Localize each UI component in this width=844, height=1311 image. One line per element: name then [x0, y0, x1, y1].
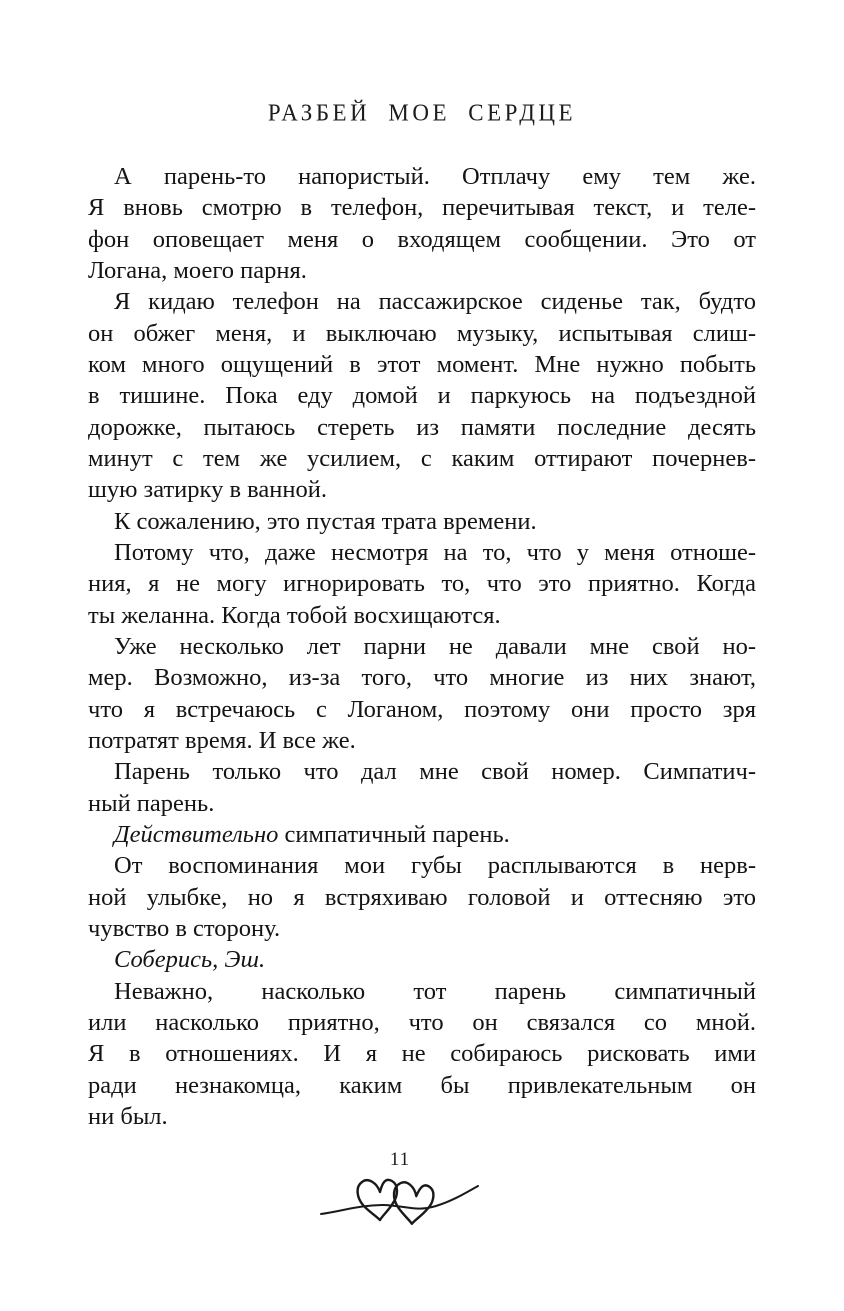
body-text: К сожалению, это пустая трата времени. — [114, 507, 537, 535]
text-line — [88, 192, 756, 223]
body-text: Уже несколько лет парни не давали мне свой но- — [114, 632, 756, 660]
page-number: 11 — [389, 1149, 411, 1170]
text-line — [88, 161, 756, 192]
body-text: потратят время. И все же. — [88, 726, 356, 754]
text-line — [88, 286, 756, 317]
body-text: шую затирку в ванной. — [88, 476, 327, 504]
text-line — [88, 819, 756, 850]
text-line — [88, 756, 756, 787]
text-line — [88, 412, 756, 443]
body-text: ком много ощущений в этот момент. Мне нужно побыть — [88, 350, 756, 378]
text-line — [88, 788, 756, 819]
text-line — [88, 694, 756, 725]
body-text: ный парень. — [88, 789, 215, 817]
italic-text: Действительно — [114, 820, 279, 848]
body-text: Потому что, даже несмотря на то, что у меня отноше- — [114, 538, 756, 566]
hearts-ornament-icon — [318, 1172, 484, 1228]
text-line — [88, 631, 756, 662]
body-text: ной улыбке, но я встряхиваю головой и оттесняю это — [88, 883, 756, 911]
text-line — [88, 1070, 756, 1101]
text-line — [88, 913, 756, 944]
body-text: ради незнакомца, каким бы привлекательным он — [88, 1071, 756, 1099]
body-text: ни был. — [88, 1102, 168, 1130]
text-block — [88, 161, 756, 1132]
text-line — [88, 349, 756, 380]
body-text: что я встречаюсь с Логаном, поэтому они просто зря — [88, 695, 756, 723]
text-line — [88, 1007, 756, 1038]
text-line — [88, 380, 756, 411]
body-text: От воспоминания мои губы расплываются в нерв- — [114, 852, 756, 880]
body-text: чувство в сторону. — [88, 914, 281, 942]
text-line — [88, 1101, 756, 1132]
text-line — [88, 318, 756, 349]
text-line — [88, 474, 756, 505]
text-line — [88, 255, 756, 286]
text-line — [88, 882, 756, 913]
body-text: А парень-то напористый. Отплачу ему тем же. — [114, 163, 756, 190]
body-text: или насколько приятно, что он связался со мной. — [88, 1008, 756, 1036]
body-text: минут с тем же усилием, с каким оттирают почернев- — [88, 444, 756, 472]
running-title: РАЗБЕЙ МОЕ СЕРДЦЕ — [267, 99, 577, 126]
text-line — [88, 725, 756, 756]
text-line — [88, 850, 756, 881]
body-text: ния, я не могу игнорировать то, что это приятно. Когда — [88, 570, 756, 598]
body-text: ты желанна. Когда тобой восхищаются. — [88, 601, 501, 629]
text-line — [88, 976, 756, 1007]
body-text: мер. Возможно, из-за того, что многие из них знают, — [88, 664, 756, 692]
body-text: он обжег меня, и выключаю музыку, испытывая слиш- — [88, 319, 756, 347]
body-text: в тишине. Пока еду домой и паркуюсь на подъездной — [88, 382, 756, 410]
text-line — [88, 506, 756, 537]
text-line — [88, 662, 756, 693]
text-line — [88, 944, 756, 975]
body-text: Я в отношениях. И я не собираюсь рисковать ими — [88, 1040, 756, 1068]
text-line — [88, 568, 756, 599]
text-line — [88, 1038, 756, 1069]
body-text: симпатичный парень. — [278, 820, 510, 848]
body-text: Парень только что дал мне свой номер. Симпатич- — [114, 758, 756, 786]
body-text: Логана, моего парня. — [88, 256, 307, 284]
italic-text: Соберись, Эш. — [114, 946, 266, 974]
body-text: фон оповещает меня о входящем сообщении. Это от — [88, 225, 756, 253]
text-line — [88, 600, 756, 631]
text-line — [88, 537, 756, 568]
text-line — [88, 443, 756, 474]
body-text: Неважно, насколько тот парень симпатичный — [114, 977, 756, 1005]
body-text: Я вновь смотрю в телефон, перечитывая текст, и теле- — [88, 194, 756, 222]
body-text: дорожке, пытаюсь стереть из памяти последние десять — [88, 413, 756, 441]
body-text: Я кидаю телефон на пассажирское сиденье так, будто — [114, 288, 756, 316]
text-line — [88, 224, 756, 255]
